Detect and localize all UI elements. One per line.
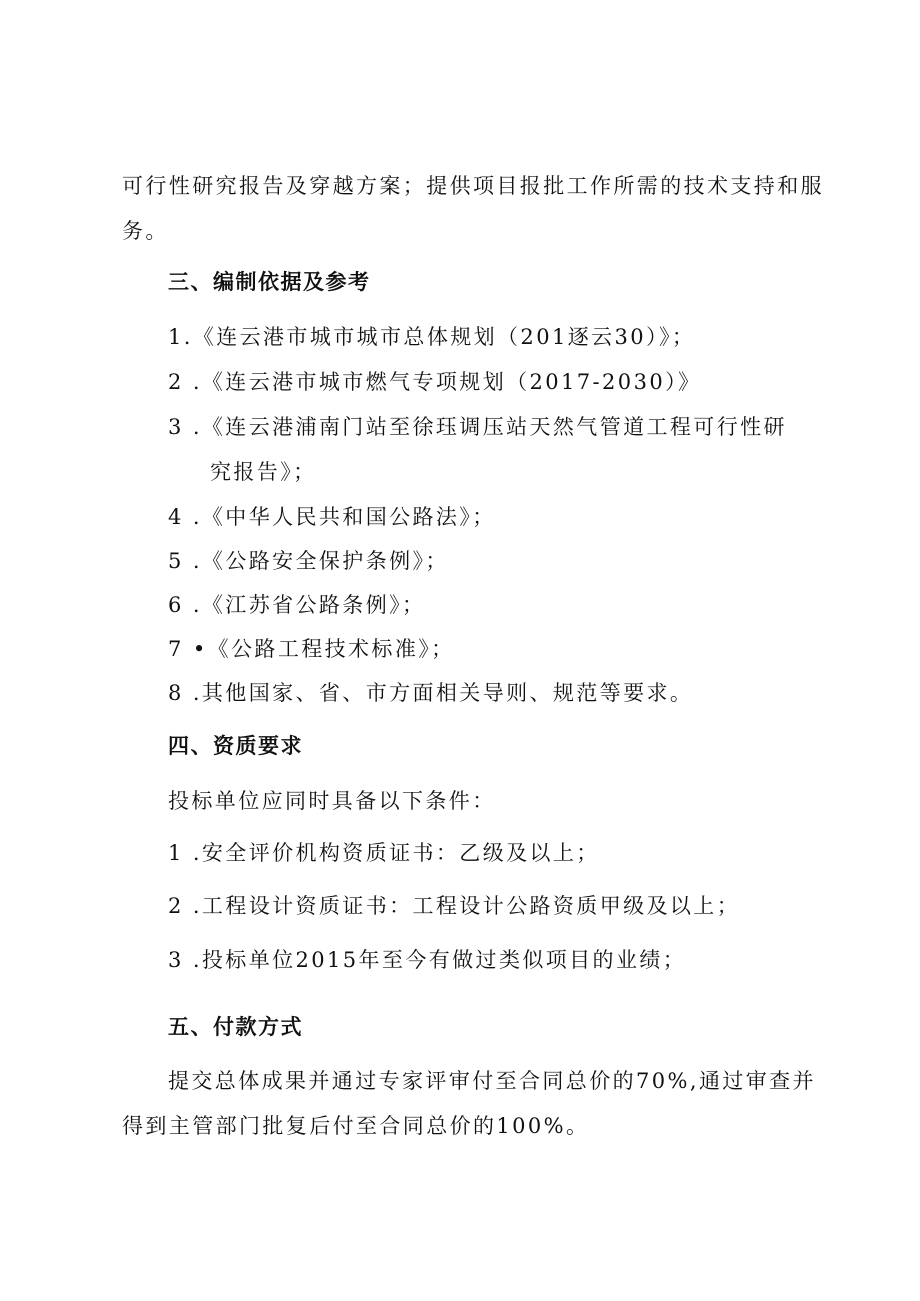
section-3-item-3-cont: 究报告》； [210, 460, 317, 484]
section-3-item-3: 3 .《连云港浦南门站至徐珏调压站天然气管道工程可行性研 [168, 415, 787, 439]
section-3-heading: 三、编制依据及参考 [168, 270, 371, 294]
section-3-item-8: 8 .其他国家、省、市方面相关导则、规范等要求。 [168, 681, 694, 705]
section-4-heading: 四、资质要求 [168, 734, 303, 758]
section-3-item-5: 5 .《公路安全保护条例》； [168, 549, 449, 573]
section-3-item-1: 1.《连云港市城市城市总体规划（201逐云30）》； [168, 325, 696, 349]
intro-line-2: 务。 [122, 219, 169, 243]
intro-line-1: 可行性研究报告及穿越方案；提供项目报批工作所需的技术支持和服 [122, 174, 824, 198]
section-3-item-2: 2 .《连云港市城市燃气专项规划（2017-2030）》 [168, 370, 702, 394]
section-5-line-2: 得到主管部门批复后付至合同总价的100%。 [122, 1114, 590, 1138]
section-3-item-7: 7 •《公路工程技术标准》； [168, 637, 455, 661]
section-4-item-1: 1 .安全评价机构资质证书：乙级及以上； [168, 841, 600, 865]
section-3-item-6: 6 .《江苏省公路条例》； [168, 593, 426, 617]
section-3-item-4: 4 .《中华人民共和国公路法》； [168, 505, 496, 529]
section-4-item-2: 2 .工程设计资质证书：工程设计公路资质甲级及以上； [168, 894, 741, 918]
section-5-line-1: 提交总体成果并通过专家评审付至合同总价的70%,通过审查并 [168, 1069, 816, 1093]
section-4-item-3: 3 .投标单位2015年至今有做过类似项目的业绩； [168, 948, 687, 972]
section-4-lead: 投标单位应同时具备以下条件： [168, 789, 496, 813]
section-5-heading: 五、付款方式 [168, 1015, 303, 1039]
